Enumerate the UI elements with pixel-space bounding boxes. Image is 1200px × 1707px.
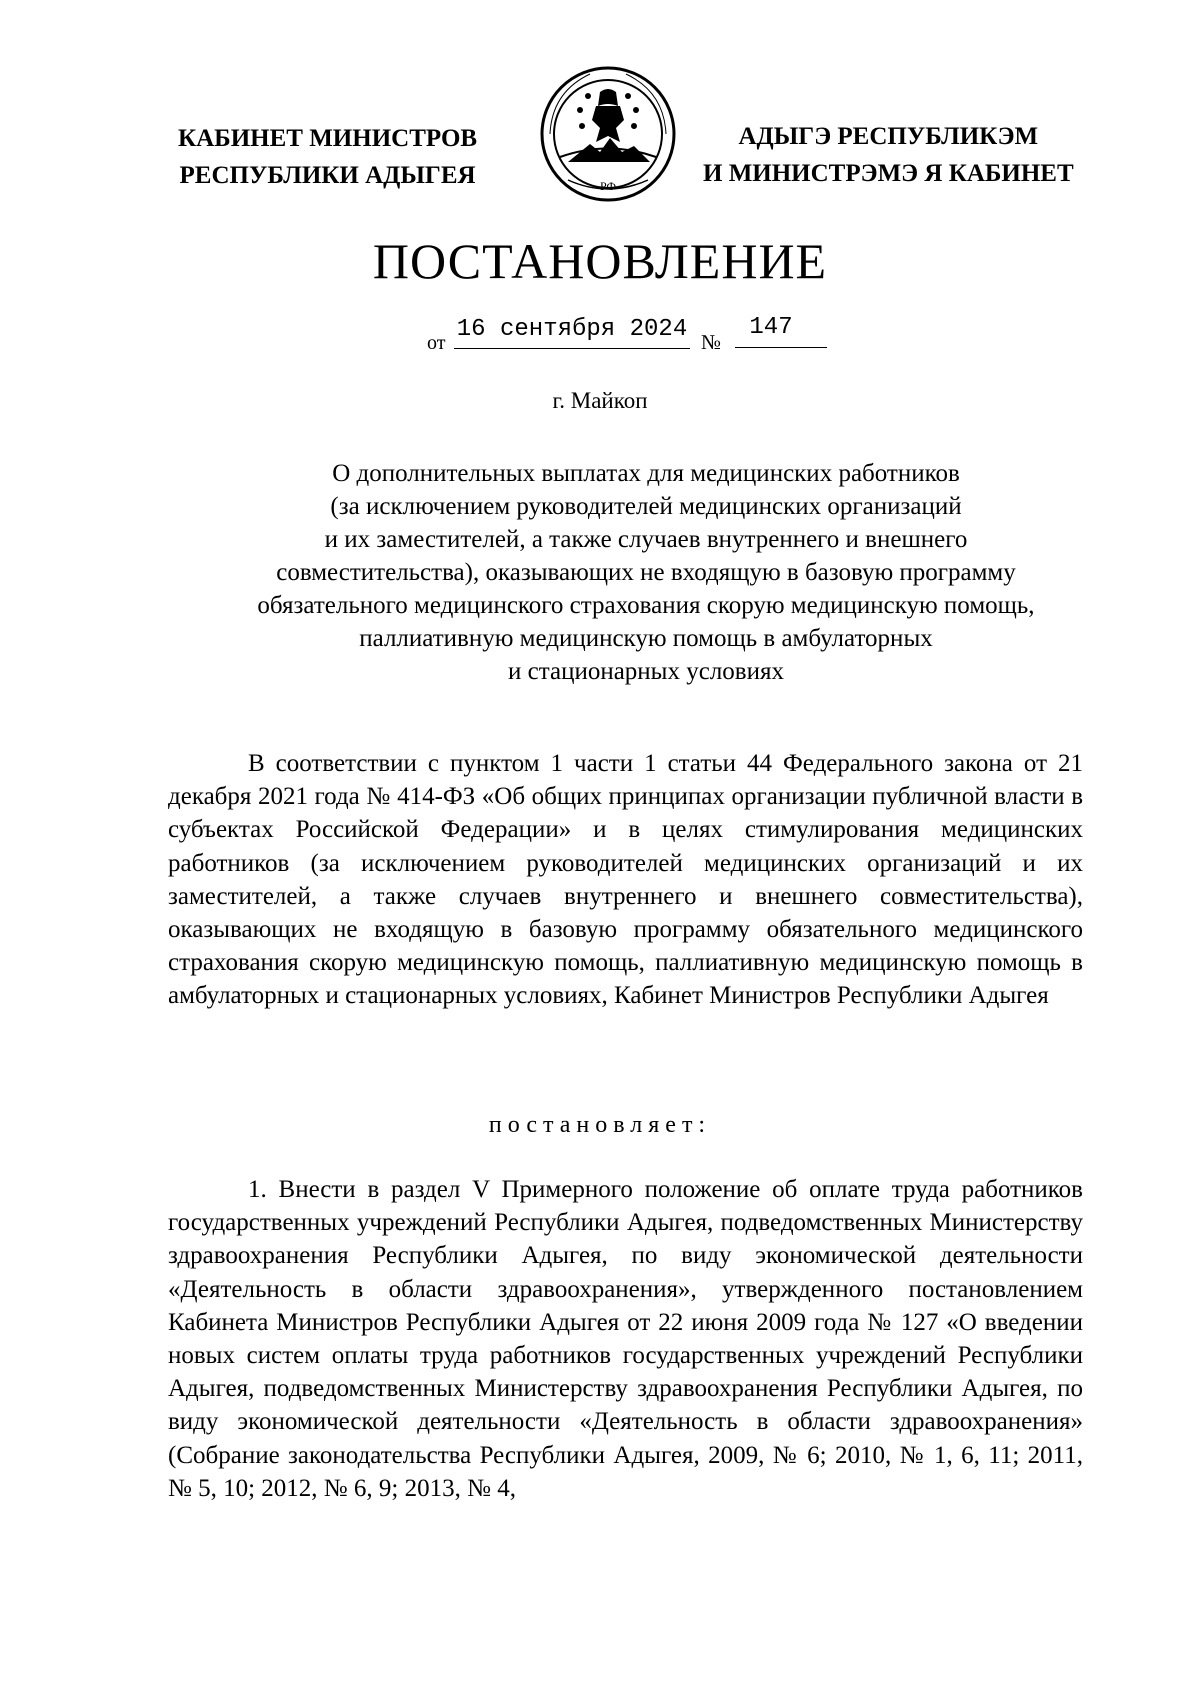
document-subject xyxy=(186,457,1106,688)
coat-of-arms-emblem xyxy=(538,62,678,206)
issuer-line-1: КАБИНЕТ МИНИСТРОВ xyxy=(178,125,478,152)
dateline xyxy=(0,316,1200,360)
emblem-caption-bottom: РФ xyxy=(600,179,616,193)
issuer-name-adyghe xyxy=(703,118,1074,192)
subject-line: и их заместителей, а также случаев внутреннего и внешнего xyxy=(324,526,968,553)
number-sign: № xyxy=(701,330,722,354)
decree-word: постановляет: xyxy=(488,1112,712,1138)
subject-line: (за исключением руководителей медицинских организаций xyxy=(330,493,962,520)
subject-line: О дополнительных выплатах для медицинских работников xyxy=(332,460,960,487)
document-title: ПОСТАНОВЛЕНИЕ xyxy=(372,233,828,289)
subject-line: совместительства), оказывающих не входящую в базовую программу xyxy=(276,559,1016,586)
city: г. Майкоп xyxy=(552,388,648,413)
subject-line: паллиативную медицинскую помощь в амбулаторных xyxy=(359,625,933,652)
preamble-paragraph: В соответствии с пунктом 1 части 1 статьи 44 Федерального закона от 21 декабря 2021 года № 414-ФЗ «Об общих принципах организации публичной власти в субъектах Российской Федерации» и в целях стимулирования медицинских работников (за исключением руководителей медицинских организаций и их заместителей, а также случаев внутреннего и внешнего совместительства), оказывающих не входящую в базовую программу обязательного медицинского страхования скорую медицинскую помощь, паллиативную медицинскую помощь в амбулаторных и стационарных условиях, Кабинет Министров Республики Адыгея xyxy=(168,750,1083,1010)
issuer-name-russian xyxy=(178,120,477,194)
issuer-line-2: РЕСПУБЛИКИ АДЫГЕЯ xyxy=(179,162,476,189)
subject-line: обязательного медицинского страхования скорую медицинскую помощь, xyxy=(257,592,1035,619)
issuer-adyghe-line-2: И МИНИСТРЭМЭ Я КАБИНЕТ xyxy=(703,160,1074,187)
document-number: 147 xyxy=(735,314,827,348)
date-prefix: от xyxy=(427,332,446,354)
subject-line: и стационарных условиях xyxy=(508,658,784,685)
document-date: 16 сентября 2024 xyxy=(454,316,690,349)
issuer-adyghe-line-1: АДЫГЭ РЕСПУБЛИКЭМ xyxy=(738,123,1039,150)
item-1-paragraph: 1. Внести в раздел V Примерного положение об оплате труда работников государственных учреждений Республики Адыгея, подведомственных Министерству здравоохранения Республики Адыгея, по виду экономической деятельности «Деятельность в области здравоохранения», утвержденного постановлением Кабинета Министров Республики Адыгея от 22 июня 2009 года № 127 «О введении новых систем оплаты труда работников государственных учреждений Республики Адыгея, подведомственных Министерству здравоохранения Республики Адыгея, по виду экономической деятельности «Деятельность в области здравоохранения» (Собрание законодательства Республики Адыгея, 2009, № 6; 2010, № 1, 6, 11; 2011, № 5, 10; 2012, № 6, 9; 2013, № 4, xyxy=(168,1176,1083,1502)
